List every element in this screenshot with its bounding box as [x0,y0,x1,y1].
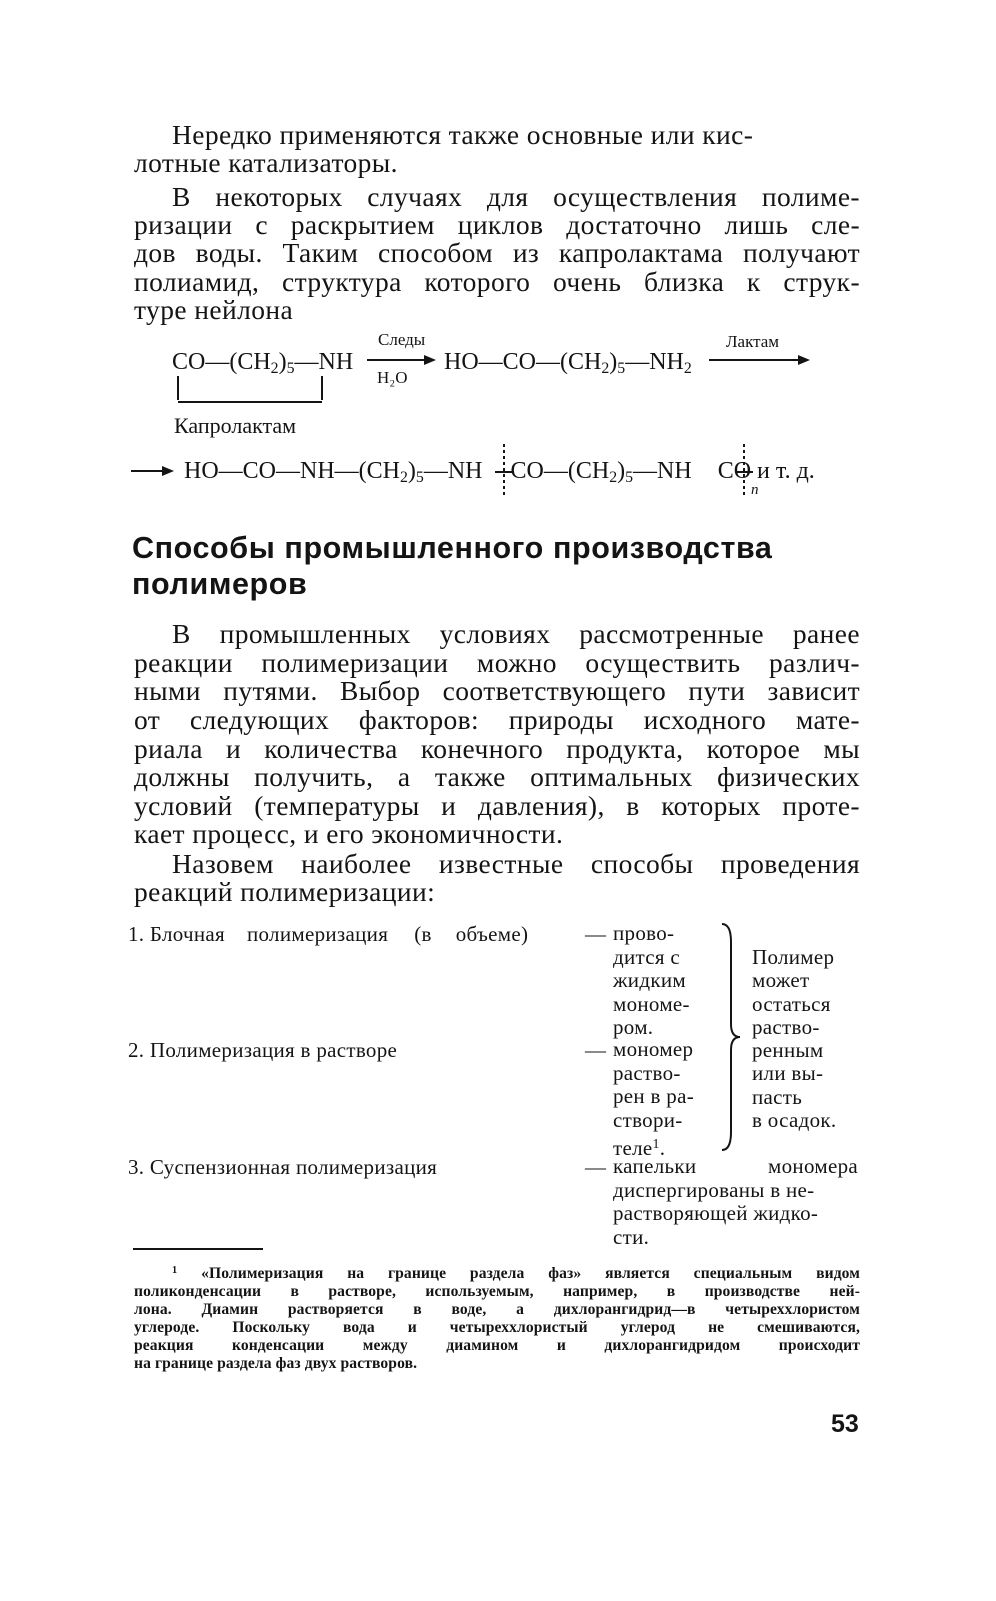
method-1-description: прово- дится с жидким мономе- ром. [613,921,690,1039]
text-line: реакций полимеризации: [134,876,436,907]
text-line: условий (температуры и давления), в которых проте- [134,790,860,821]
text-line: риала и количества конечного продукта, которое мы [134,733,860,764]
continuation-arrow [130,464,176,478]
text-line: Нередко применяются также основные или кис- [172,119,754,150]
footnote-divider [133,1248,263,1250]
text-line: кает процесс, и его экономичности. [134,818,564,849]
text-line: полиамид, структура которого очень близка к струк- [134,266,860,297]
footnote-line: углероде. Поскольку вода и четыреххлористый углерод не смешиваются, [134,1319,860,1336]
heading-line: полимеров [132,567,308,601]
footnote-mark: 1 [652,1136,660,1151]
caprolactam-label: Капролактам [174,413,297,438]
method-2-description: мономер раство- рен в ра- створи- теле$^1$. [613,1037,694,1160]
text-line: В промышленных условиях рассмотренные ранее [172,618,860,649]
method-2-label: 2. Полимеризация в растворе [128,1038,398,1062]
repeat-unit-bracket-left [494,442,514,498]
method-3-dash: — [585,1155,607,1179]
text-line: туре нейлона [134,294,294,325]
text-line: Назовем наиболее известные способы проведения [172,848,860,879]
arrow1-label-top: Следы [378,330,426,349]
footnote-line: лона. Диамин растворяется в воде, а дихлорангидрид—в четыреххлористом [134,1301,860,1318]
brace-note: Полимер может остаться раство- ренным или вы- пасть в осадок. [752,945,837,1133]
aminoacid-formula: $HO—CO—(CH_2)_5—NH_2$ [444,349,692,377]
footnote-line: на границе раздела фаз двух растворов. [134,1355,418,1372]
method-2-dash: — [585,1038,607,1062]
heading-line: Способы промышленного производства [132,531,773,565]
text-line: должны получить, а также оптимальных физических [134,761,860,792]
method-1-dash: — [585,922,607,946]
reaction-arrow-2 [708,353,812,367]
ring-bracket [170,374,335,406]
footnote-line: реакция конденсации между диамином и дихлорангидридом происходит [134,1337,860,1354]
method-1-label: 1. Блочная полимеризация (в объеме) [128,922,529,946]
text-line: лотные катализаторы. [134,147,398,178]
text-line: от следующих факторов: природы исходного мате- [134,704,860,735]
curly-brace [716,920,746,1154]
arrow2-label-top: Лактам [726,332,780,351]
text-line: ными путями. Выбор соответствующего пути зависит [134,675,860,706]
arrow1-label-bottom: H₂O [377,368,408,387]
text-line: реакции полимеризации можно осуществить различ- [134,647,860,678]
caprolactam-formula: $CO—(CH_2)_5—NH$ [172,349,354,377]
polyamide-formula: $HO—CO—NH—(CH_2)_5—NH$ $CO—(CH_2)_5—NH$ CO и т. д. [184,458,815,486]
method-3-description: капельки мономера диспергированы в не- растворяющей жидко- сти. [613,1154,858,1249]
footnote-line: поликонденсации в растворе, используемым, например, в производстве ней- [134,1283,860,1300]
footnote-line: $^1$ «Полимеризация на границе раздела фаз» является специальным видом [172,1265,860,1283]
text-line: дов воды. Таким способом из капролактама получают [134,237,860,268]
repeat-index: n [751,482,759,498]
reaction-arrow-1 [366,353,438,367]
text-line: ризации с раскрытием циклов достаточно лишь сле- [134,209,860,240]
method-3-label: 3. Суспензионная полимеризация [128,1155,438,1179]
text-line: В некоторых случаях для осуществления полиме- [172,181,860,212]
page-number: 53 [831,1410,859,1438]
